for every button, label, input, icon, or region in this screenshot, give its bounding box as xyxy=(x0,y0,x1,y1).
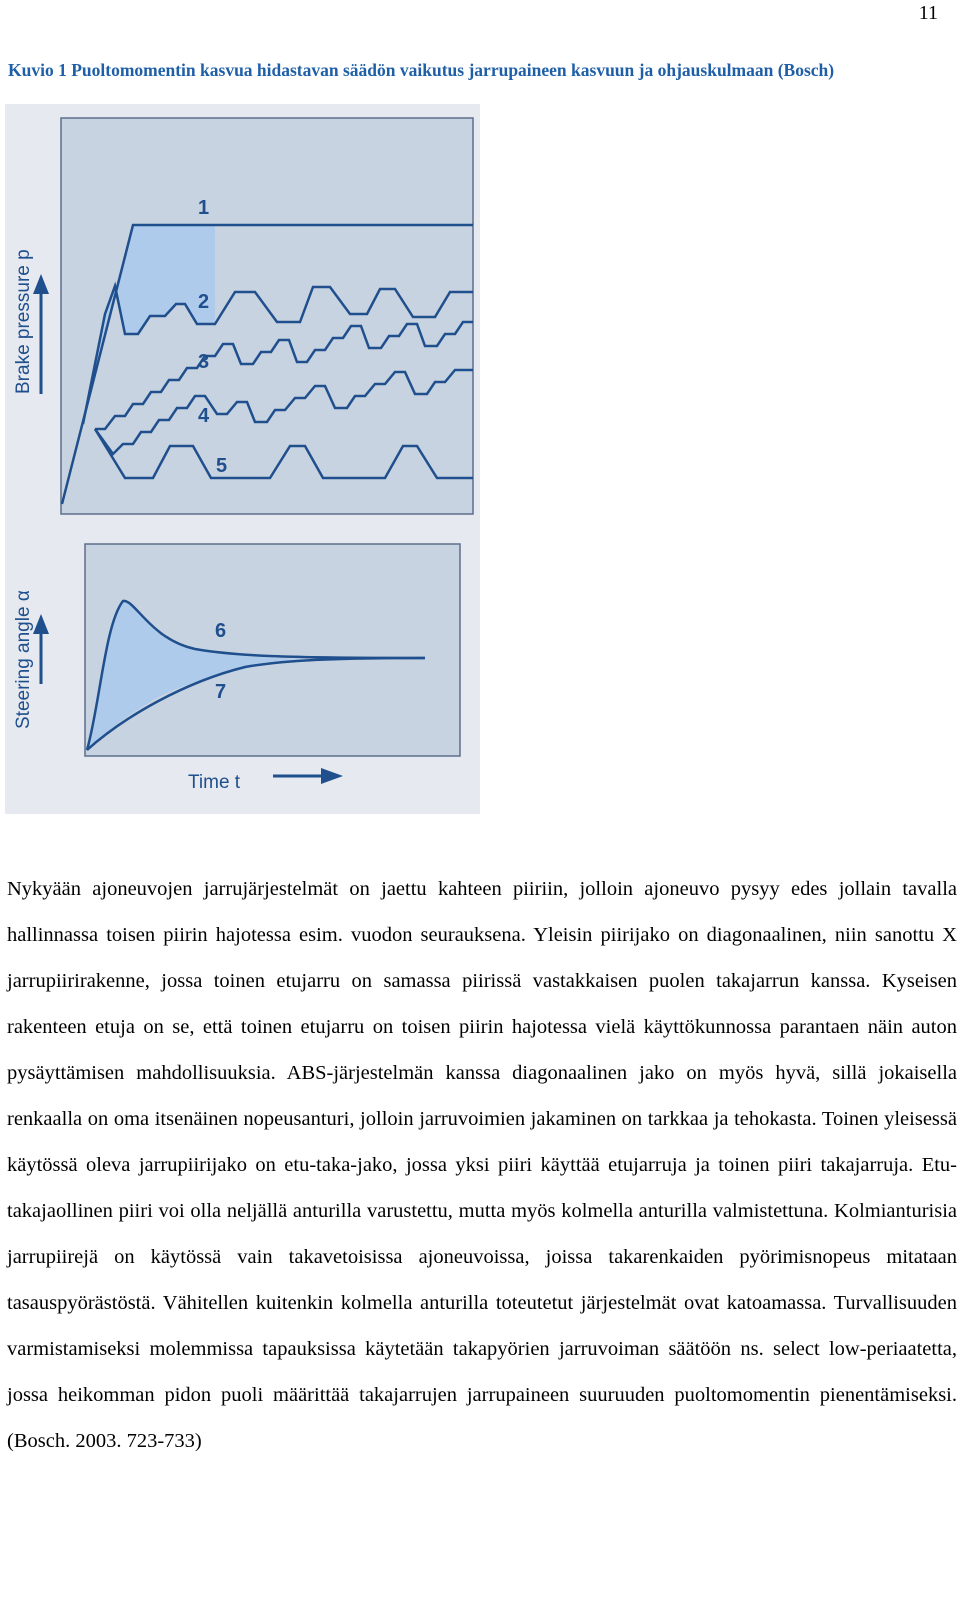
time-label: Time t xyxy=(188,772,241,793)
curve-label-4: 4 xyxy=(198,405,210,427)
page-number: 11 xyxy=(918,2,938,24)
curve-label-2: 2 xyxy=(198,291,210,313)
curve-label-6: 6 xyxy=(215,620,227,642)
steering-angle-label: Steering angle α xyxy=(13,590,34,729)
figure-caption: Kuvio 1 Puoltomomentin kasvua hidastavan säädön vaikutus jarrupaineen kasvuun ja ohjauskulmaan (Bosch) xyxy=(8,60,835,80)
brake-pressure-label: Brake pressure p xyxy=(13,249,34,394)
curve-label-1: 1 xyxy=(198,197,210,219)
curve-label-5: 5 xyxy=(216,455,228,477)
curve-label-7: 7 xyxy=(215,681,227,703)
body-paragraph: Nykyään ajoneuvojen jarrujärjestelmät on jaettu kahteen piiriin, jolloin ajoneuvo pysyy edes jollain tavalla hallinnassa toisen piirin hajotessa esim. vuodon seurauksena. Yleisin piirijako on diagonaalinen, niin sanottu X jarrupiirirakenne, jossa toinen etujarru on samassa piirissä vastakkaisen puolen takajarrun kanssa. Kyseisen rakenteen etuja on se, että toinen etujarru on toisen piirin hajotessa vielä käyttökunnossa parantaen näin auton pysäyttämisen mahdollisuuksia. ABS-järjestelmän kanssa diagonaalinen jako on myös hyvä, sillä jokaisella renkaalla on oma itsenäinen nopeusanturi, jolloin jarruvoimien jakaminen on tarkkaa ja tehokasta. Toinen yleisessä käytössä oleva jarrupiirijako on etu-taka-jako, jossa yksi piiri käyttää etujarruja ja toinen piiri takajarruja. Etu-takajaollinen piiri voi olla neljällä anturilla varustettu, mutta myös kolmella anturilla valmistettuna. Kolmianturisia jarrupiirejä on käytössä vain takavetoisissa ajoneuvoissa, joissa takarenkaiden pyörimisnopeus mitataan tasauspyörästöstä. Vähitellen kuitenkin kolmella anturilla toteutetut järjestelmät ovat katoamassa. Turvallisuuden varmistamiseksi molemmissa tapauksissa käytetään takapyörien jarruvoiman säätöön ns. select low-periaatetta, jossa heikomman pidon puoli määrittää takajarrujen jarrupaineen suuruuden puoltomomentin pienentämiseksi. (Bosch. 2003. 723-733) xyxy=(7,878,957,1452)
curve-label-3: 3 xyxy=(198,351,210,373)
brake-pressure-steering-figure xyxy=(5,104,480,814)
